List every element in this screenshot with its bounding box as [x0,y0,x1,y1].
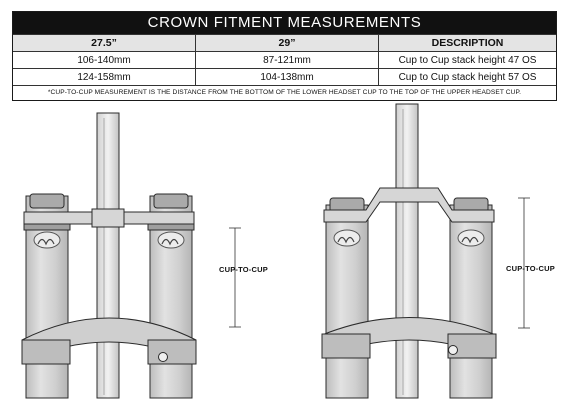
table-cell: 104-138mm [195,69,378,85]
steerer-tube [396,104,418,398]
logo-icon [458,230,484,246]
fork-47-os [22,113,196,398]
top-cap [30,194,64,208]
cup-to-cup-dimension-left [229,228,241,327]
bolt-icon [159,353,168,362]
logo-icon [334,230,360,246]
steerer-tube [97,113,119,398]
column-header-29: 29” [195,35,378,51]
table-title: CROWN FITMENT MEASUREMENTS [13,12,556,34]
column-header-description: DESCRIPTION [378,35,556,51]
column-header-27-5: 27.5” [13,35,195,51]
table-cell: Cup to Cup stack height 47 OS [378,52,556,68]
table-cell: 106-140mm [77,54,131,66]
table-footnote: *CUP-TO-CUP MEASUREMENT IS THE DISTANCE FROM THE BOTTOM OF THE LOWER HEADSET CUP TO THE TOP OF THE UPPER HEADSET CUP. [13,85,556,100]
bolt-icon [449,346,458,355]
table-cell: 87-121mm [195,52,378,68]
top-cap [154,194,188,208]
cup-to-cup-label-left: CUP-TO-CUP [219,265,268,274]
table-cell: 124-158mm [77,71,131,83]
fork-57-os [322,104,496,398]
logo-icon [34,232,60,248]
logo-icon [158,232,184,248]
table-cell: Cup to Cup stack height 57 OS [378,69,556,85]
cup-to-cup-label-right: CUP-TO-CUP [506,264,555,273]
cup-to-cup-dimension-right [518,198,530,328]
